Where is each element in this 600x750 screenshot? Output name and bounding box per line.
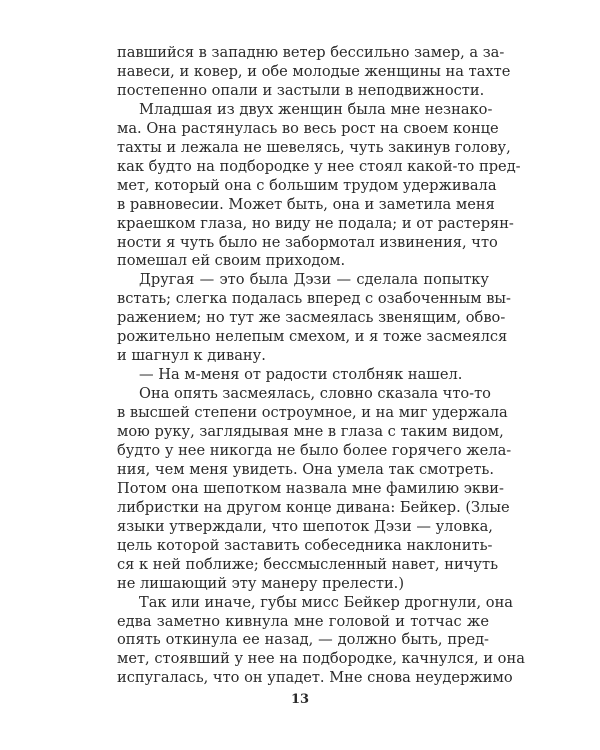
text-line: как будто на подбородке у нее стоял какой-то пред- — [117, 157, 521, 175]
text-line: помешал ей своим приходом. — [117, 252, 346, 270]
page-number: 13 — [290, 692, 310, 707]
text-line: в равновесии. Может быть, она и заметила меня — [117, 195, 495, 213]
text-line: навеси, и ковер, и обе молодые женщины на тахте — [117, 62, 511, 80]
text-line: едва заметно кивнула мне головой и тотчас же — [117, 612, 489, 630]
text-line: мет, стоявший у нее на подбородке, качнулся, и она — [117, 650, 525, 668]
text-line: Потом она шепотком назвала мне фамилию экви- — [117, 479, 504, 497]
text-line: и шагнул к дивану. — [117, 347, 266, 365]
text-line: краешком глаза, но виду не подала; и от растерян- — [117, 214, 514, 232]
text-line: встать; слегка подалась вперед с озабоченным вы- — [117, 290, 511, 308]
text-line: Младшая из двух женщин была мне незнако- — [139, 100, 493, 118]
text-line: языки утверждали, что шепоток Дэзи — уловка, — [117, 517, 493, 535]
text-line: тахты и лежала не шевелясь, чуть закинув голову, — [117, 138, 511, 156]
text-line: будто у нее никогда не было более горячего жела- — [117, 441, 512, 459]
text-line: ся к ней поближе; бессмысленный навет, ничуть — [117, 555, 499, 573]
text-line: ражением; но тут же засмеялась звенящим, обво- — [117, 309, 506, 327]
text-line: ния, чем меня увидеть. Она умела так смотреть. — [117, 460, 494, 478]
text-line: Другая — это была Дэзи — сделала попытку — [139, 271, 489, 289]
text-line: либристки на другом конце дивана: Бейкер. (Злые — [117, 498, 510, 516]
text-line: мет, который она с большим трудом удерживала — [117, 176, 497, 194]
text-line: опять откинула ее назад, — должно быть, пред- — [117, 631, 489, 649]
text-line: рожительно нелепым смехом, и я тоже засмеялся — [117, 328, 508, 346]
text-line: ма. Она растянулась во весь рост на своем конце — [117, 119, 499, 137]
text-line: — На м-меня от радости столбняк нашел. — [139, 366, 463, 384]
text-line: павшийся в западню ветер бессильно замер, а за- — [117, 44, 505, 61]
text-line: цель которой заставить собеседника наклонить- — [117, 536, 493, 554]
text-line: постепенно опали и застыли в неподвижности. — [117, 81, 485, 99]
text-line: не лишающий эту манеру прелести.) — [117, 574, 405, 592]
text-line: Так или иначе, губы мисс Бейкер дрогнули, она — [139, 593, 514, 611]
text-line: Она опять засмеялась, словно сказала что-то — [139, 385, 491, 403]
text-line: мою руку, заглядывая мне в глаза с таким видом, — [117, 423, 504, 440]
text-line: испугалась, что он упадет. Мне снова неудержимо — [117, 669, 513, 687]
text-line: ности я чуть было не забормотал извинения, что — [117, 233, 498, 251]
text-line: в высшей степени остроумное, и на миг удержала — [117, 404, 508, 422]
